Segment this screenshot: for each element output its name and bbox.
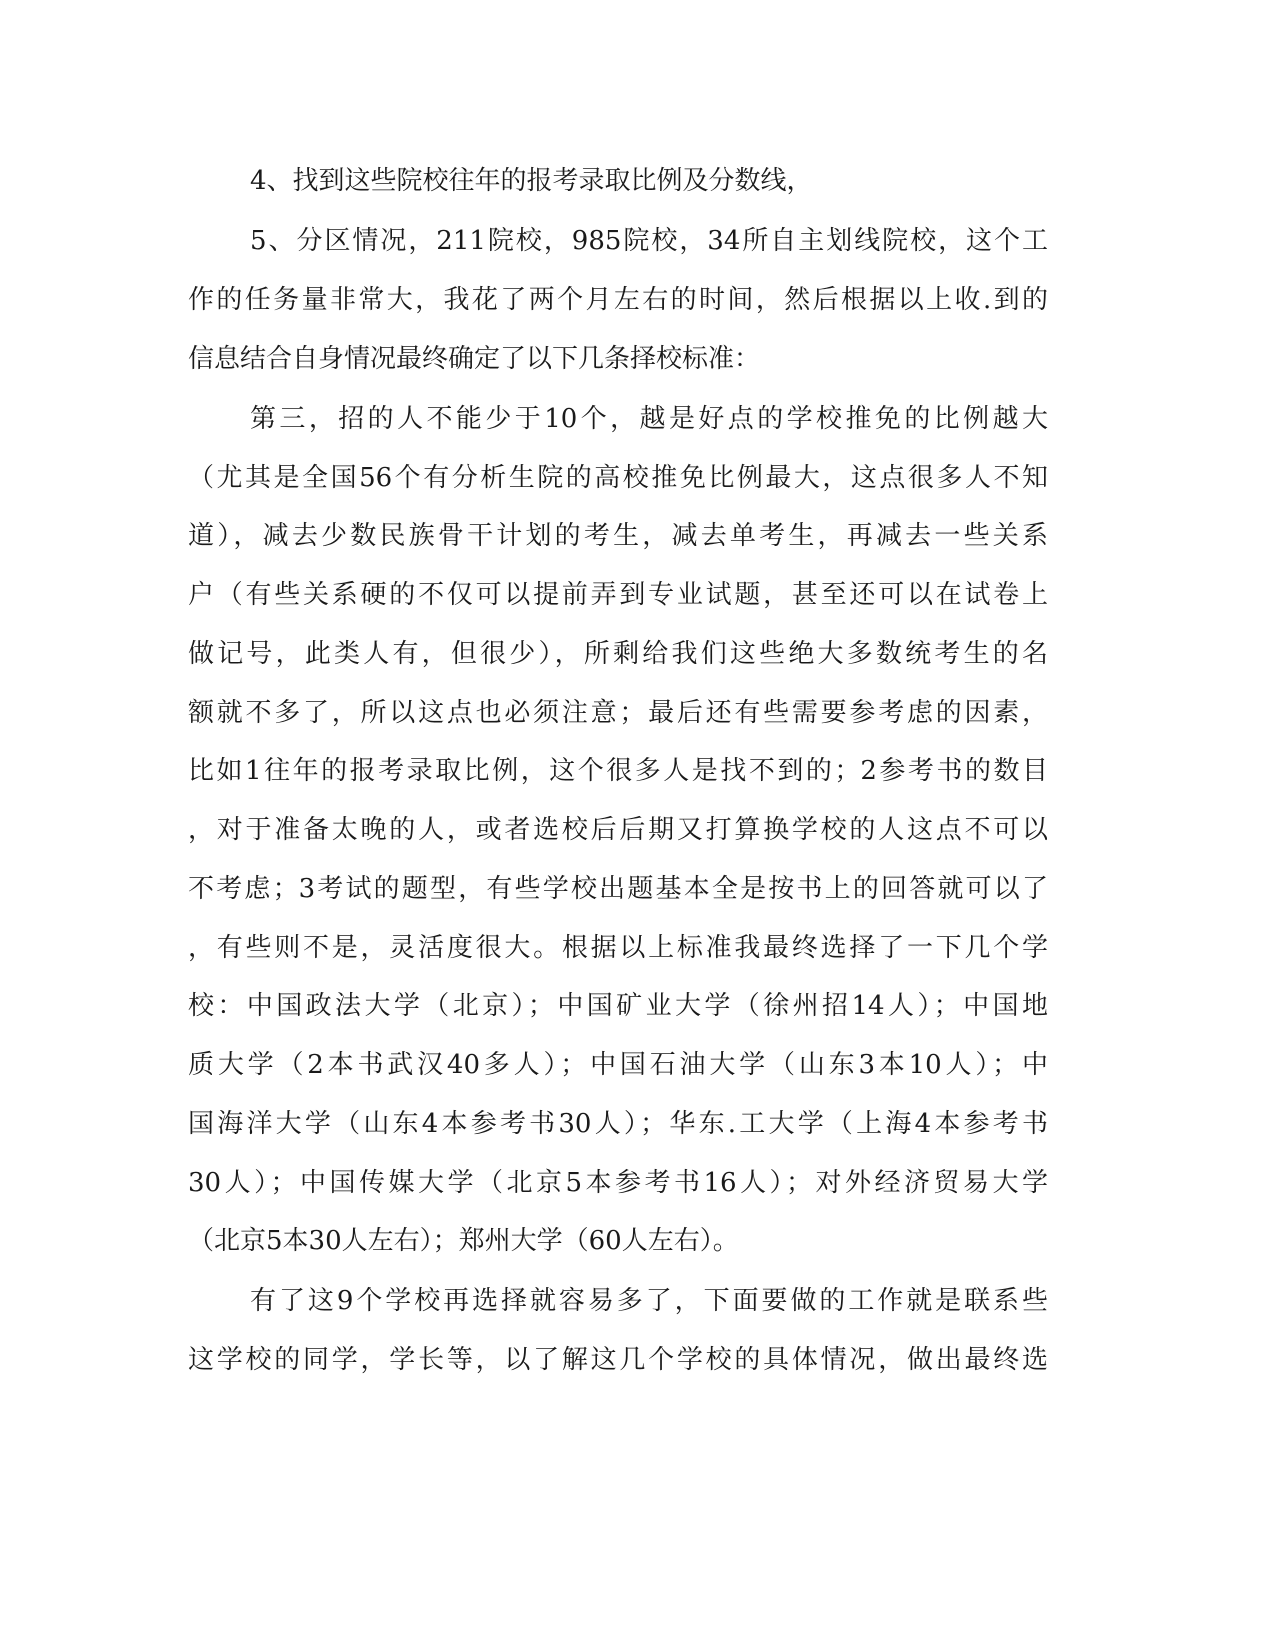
text-line: 额就不多了，所以这点也必须注意；最后还有些需要参考虑的因素， xyxy=(188,698,1048,728)
text-line: ，对于准备太晚的人，或者选校后后期又打算换学校的人这点不可以 xyxy=(188,815,1048,845)
text-line: 作的任务量非常大，我花了两个月左右的时间，然后根据以上收.到的 xyxy=(188,285,1048,315)
text-line: 比如1往年的报考录取比例，这个很多人是找不到的；2参考书的数目 xyxy=(188,756,1048,786)
text-line: 国海洋大学（山东4本参考书30人）；华东.工大学（上海4本参考书 xyxy=(188,1109,1048,1139)
text-line: ，有些则不是，灵活度很大。根据以上标准我最终选择了一下几个学 xyxy=(188,933,1048,963)
text-line: 校：中国政法大学（北京）；中国矿业大学（徐州招14人）；中国地 xyxy=(188,991,1048,1021)
text-line: （北京5本30人左右）；郑州大学（60人左右）。 xyxy=(188,1226,739,1256)
text-line: 质大学（2本书武汉40多人）；中国石油大学（山东3本10人）；中 xyxy=(188,1050,1048,1080)
text-line: 户（有些关系硬的不仅可以提前弄到专业试题，甚至还可以在试卷上 xyxy=(188,580,1048,610)
text-line: 这学校的同学，学长等，以了解这几个学校的具体情况，做出最终选 xyxy=(188,1345,1048,1375)
text-line: 30人）；中国传媒大学（北京5本参考书16人）；对外经济贸易大学 xyxy=(188,1168,1048,1198)
text-line: 做记号，此类人有，但很少），所剩给我们这些绝大多数统考生的名 xyxy=(188,639,1048,669)
text-line: （尤其是全国56个有分析生院的高校推免比例最大，这点很多人不知 xyxy=(188,463,1048,493)
text-line: 4、找到这些院校往年的报考录取比例及分数线， xyxy=(250,166,813,196)
text-line: 第三，招的人不能少于10个，越是好点的学校推免的比例越大 xyxy=(250,404,1048,434)
text-line: 道），减去少数民族骨干计划的考生，减去单考生，再减去一些关系 xyxy=(188,521,1048,551)
text-line: 有了这9个学校再选择就容易多了，下面要做的工作就是联系些 xyxy=(250,1286,1048,1316)
text-line: 信息结合自身情况最终确定了以下几条择校标准： xyxy=(188,344,761,374)
text-line: 不考虑；3考试的题型，有些学校出题基本全是按书上的回答就可以了 xyxy=(188,874,1048,904)
text-line: 5、分区情况，211院校，985院校，34所自主划线院校，这个工 xyxy=(250,226,1048,256)
